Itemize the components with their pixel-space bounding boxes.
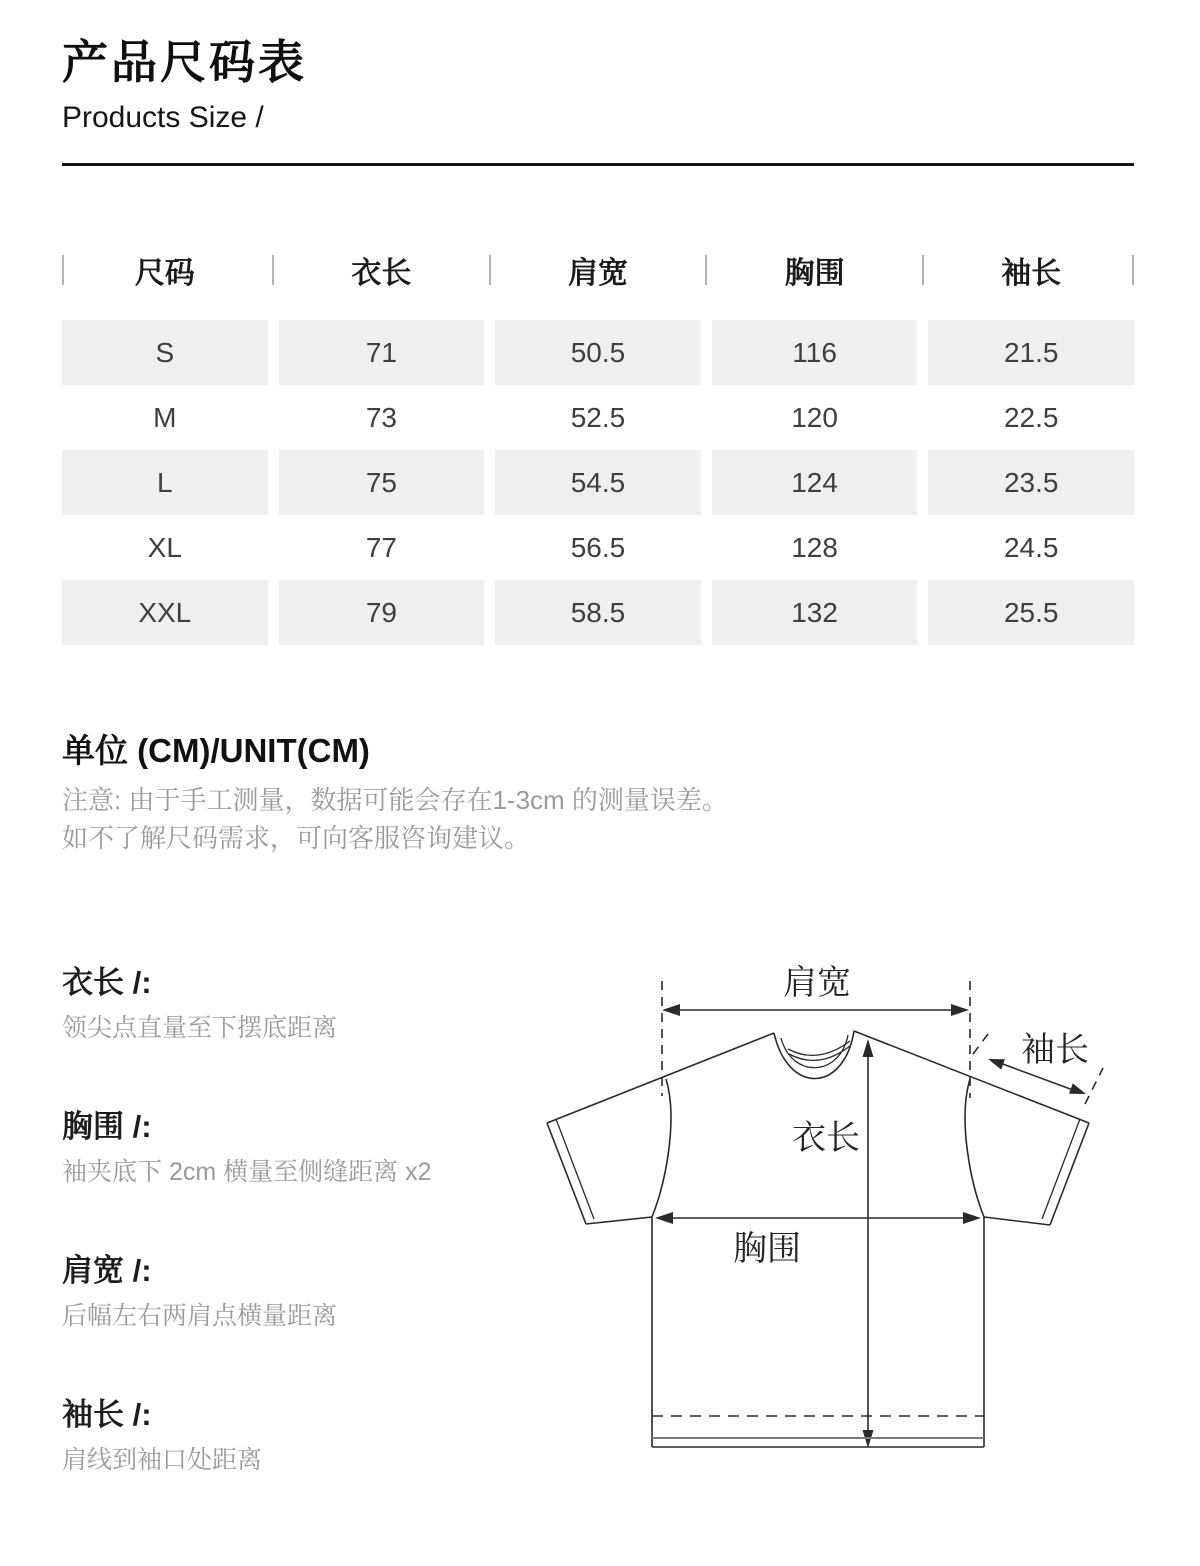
definition-description: 肩线到袖口处距离 xyxy=(62,1446,263,1475)
table-row xyxy=(62,580,1134,645)
arrowhead xyxy=(662,1004,680,1016)
left-armhole-curve xyxy=(652,1079,671,1217)
cell-size: L xyxy=(62,450,268,515)
cell-chest: 132 xyxy=(712,580,918,645)
header-divider xyxy=(705,255,707,285)
right-cuff-inner xyxy=(1042,1119,1080,1219)
column-header-chest: 胸围 xyxy=(784,257,845,291)
definition-description: 袖夹底下 2cm 横量至侧缝距离 x2 xyxy=(62,1158,432,1187)
size-table-body xyxy=(62,320,1134,645)
sleeve-guide-upper xyxy=(973,1030,991,1054)
header-divider xyxy=(1132,255,1134,285)
table-row xyxy=(62,385,1134,450)
arrowhead xyxy=(988,1059,1005,1070)
cell-shoulder: 58.5 xyxy=(495,580,701,645)
right-armhole-curve xyxy=(965,1079,984,1217)
title-divider xyxy=(62,163,1134,166)
size-table-header xyxy=(62,248,1134,292)
diagram-label-shoulder-width: 肩宽 xyxy=(783,964,851,1003)
cell-length: 79 xyxy=(279,580,485,645)
column-header-size: 尺码 xyxy=(134,257,195,291)
cell-size: XL xyxy=(147,531,182,563)
definition-length xyxy=(62,965,532,1043)
column-header-sleeve: 袖长 xyxy=(1001,257,1062,291)
left-cuff-inner xyxy=(556,1119,594,1219)
cell-shoulder: 54.5 xyxy=(495,450,701,515)
page-content xyxy=(62,0,1134,1541)
left-cuff-outer xyxy=(547,1123,586,1224)
arrowhead xyxy=(963,1212,981,1224)
unit-section xyxy=(62,731,1134,857)
cell-shoulder: 52.5 xyxy=(570,401,626,433)
unit-note-line1: 注意: 由于手工测量，数据可能会存在1-3cm 的测量误差。 xyxy=(62,785,728,816)
cell-chest: 116 xyxy=(712,320,918,385)
definition-term: 衣长 /: xyxy=(62,965,152,1001)
unit-heading: 单位 (CM)/UNIT(CM) xyxy=(62,732,370,770)
unit-note-line2: 如不了解尺码需求，可向客服咨询建议。 xyxy=(62,823,531,854)
measurement-section xyxy=(62,965,1134,1541)
title-block xyxy=(62,0,1134,166)
definition-description: 后幅左右两肩点横量距离 xyxy=(62,1302,338,1331)
header-divider xyxy=(922,255,924,285)
cell-shoulder: 50.5 xyxy=(495,320,701,385)
header-divider xyxy=(272,255,274,285)
arrowhead xyxy=(951,1004,969,1016)
definition-term: 袖长 /: xyxy=(62,1397,152,1433)
cell-length: 77 xyxy=(365,531,397,563)
arrowhead xyxy=(655,1212,673,1224)
page-title: 产品尺码表 xyxy=(62,36,307,88)
right-sleeve-underarm xyxy=(984,1217,1050,1225)
column-header-shoulder: 肩宽 xyxy=(567,257,628,291)
definition-description: 领尖点直量至下摆底距离 xyxy=(62,1014,338,1043)
measurement-definitions xyxy=(62,965,532,1541)
header-divider xyxy=(489,255,491,285)
cell-size: S xyxy=(62,320,268,385)
cell-length: 75 xyxy=(279,450,485,515)
right-cuff-outer xyxy=(1050,1123,1089,1225)
cell-sleeve: 23.5 xyxy=(928,450,1134,515)
arrowhead xyxy=(863,1039,874,1057)
left-sleeve-underarm xyxy=(586,1217,652,1224)
cell-size: XXL xyxy=(62,580,268,645)
table-row xyxy=(62,320,1134,385)
definition-term: 肩宽 /: xyxy=(62,1253,152,1289)
definition-chest xyxy=(62,1109,532,1187)
cell-chest: 124 xyxy=(712,450,918,515)
cell-sleeve: 22.5 xyxy=(1003,401,1059,433)
cell-size: M xyxy=(153,401,177,433)
cell-shoulder: 56.5 xyxy=(570,531,626,563)
page-subtitle: Products Size / xyxy=(62,100,264,134)
size-table xyxy=(62,248,1134,645)
cell-length: 71 xyxy=(279,320,485,385)
diagram-label-chest: 胸围 xyxy=(733,1230,801,1269)
diagram-label-sleeve-length: 袖长 xyxy=(1021,1031,1089,1070)
diagram-label-body-length: 衣长 xyxy=(792,1119,860,1158)
table-row xyxy=(62,515,1134,580)
left-shoulder-seam xyxy=(547,1033,774,1123)
table-row xyxy=(62,450,1134,515)
definition-term: 胸围 /: xyxy=(62,1109,152,1145)
cell-sleeve: 25.5 xyxy=(928,580,1134,645)
cell-chest: 120 xyxy=(791,401,838,433)
tshirt-diagram-svg xyxy=(532,947,1192,1467)
tshirt-measurement-diagram xyxy=(532,947,1192,1467)
collar-inner-curve xyxy=(781,1035,848,1068)
definition-shoulder xyxy=(62,1253,532,1331)
cell-sleeve: 21.5 xyxy=(928,320,1134,385)
column-header-length: 衣长 xyxy=(351,257,412,291)
definition-sleeve xyxy=(62,1397,532,1475)
header-divider xyxy=(62,255,64,285)
cell-length: 73 xyxy=(365,401,397,433)
arrowhead xyxy=(1069,1084,1086,1095)
cell-sleeve: 24.5 xyxy=(1003,531,1059,563)
cell-chest: 128 xyxy=(791,531,838,563)
sleeve-guide-lower xyxy=(1085,1068,1103,1104)
